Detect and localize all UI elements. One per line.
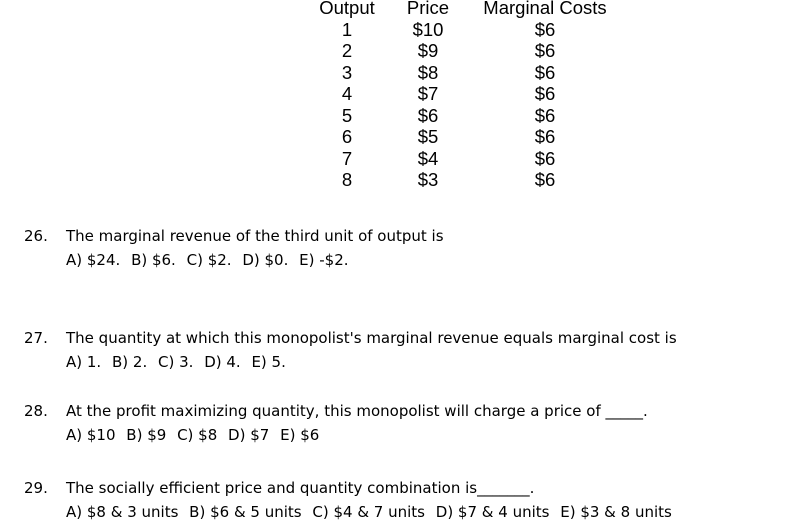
price-cell: $8: [417, 61, 439, 83]
marginal-cost-cell: $6: [534, 104, 556, 126]
question-stem: At the profit maximizing quantity, this monopolist will charge a price of _____.: [66, 402, 648, 420]
marginal-cost-cell: $6: [534, 126, 556, 147]
output-cell: 7: [341, 147, 353, 169]
choice-a: A) $24.: [66, 251, 121, 269]
output-cell: 8: [341, 169, 353, 190]
output-cell: 4: [341, 83, 353, 104]
question-number: 27.: [24, 329, 48, 347]
choice-c: C) $4 & 7 units: [312, 503, 425, 521]
marginal-cost-cell: $6: [534, 61, 556, 83]
output-cell: 2: [341, 40, 353, 61]
price-cell: $4: [417, 147, 439, 169]
choice-e: E) $6: [280, 426, 320, 444]
choice-a: A) 1.: [66, 353, 102, 371]
answer-choices: [66, 248, 355, 272]
choice-d: D) 4.: [204, 353, 241, 371]
choice-b: B) $9: [126, 426, 167, 444]
choice-d: D) $7 & 4 units: [435, 503, 550, 521]
choice-e: E) 5.: [251, 353, 286, 371]
marginal-cost-cell: $6: [534, 18, 556, 40]
marginal-costs-column: [474, 0, 616, 191]
choice-c: C) $8: [177, 426, 218, 444]
output-cell: 1: [341, 18, 353, 40]
price-cell: $9: [417, 40, 439, 61]
answer-choices: [66, 350, 292, 374]
choice-a: A) $8 & 3 units: [66, 503, 179, 521]
answer-choices: [66, 423, 325, 447]
output-cell: 3: [341, 61, 353, 83]
price-header: Price: [406, 0, 450, 18]
question-stem: The socially efficient price and quantity combination is_______.: [66, 479, 535, 497]
output-cell: 6: [341, 126, 353, 147]
choice-b: B) 2.: [111, 353, 148, 371]
choice-b: B) $6.: [131, 251, 176, 269]
price-cell: $3: [417, 169, 439, 190]
choice-c: C) $2.: [186, 251, 232, 269]
marginal-cost-cell: $6: [534, 40, 556, 61]
choice-b: B) $6 & 5 units: [189, 503, 302, 521]
choice-e: E) $3 & 8 units: [560, 503, 672, 521]
question-number: 29.: [24, 479, 48, 497]
question-number: 28.: [24, 402, 48, 420]
choice-a: A) $10: [66, 426, 116, 444]
marginal-cost-cell: $6: [534, 169, 556, 190]
question-stem: The quantity at which this monopolist's marginal revenue equals marginal cost is: [66, 329, 677, 347]
marginal-costs-header: Marginal Costs: [483, 0, 607, 18]
choice-d: D) $0.: [242, 251, 289, 269]
answer-choices: [66, 500, 678, 524]
output-header: Output: [319, 0, 375, 18]
price-cell: $7: [417, 83, 439, 104]
price-cell: $10: [412, 18, 444, 40]
question-stem: The marginal revenue of the third unit of output is: [66, 227, 444, 245]
choice-e: E) -$2.: [299, 251, 349, 269]
price-column: [400, 0, 456, 191]
output-column: [314, 0, 380, 191]
marginal-cost-cell: $6: [534, 83, 556, 104]
price-cell: $6: [417, 104, 439, 126]
output-cell: 5: [341, 104, 353, 126]
question-number: 26.: [24, 227, 48, 245]
choice-c: C) 3.: [158, 353, 194, 371]
price-cell: $5: [417, 126, 439, 147]
choice-d: D) $7: [228, 426, 270, 444]
marginal-cost-cell: $6: [534, 147, 556, 169]
